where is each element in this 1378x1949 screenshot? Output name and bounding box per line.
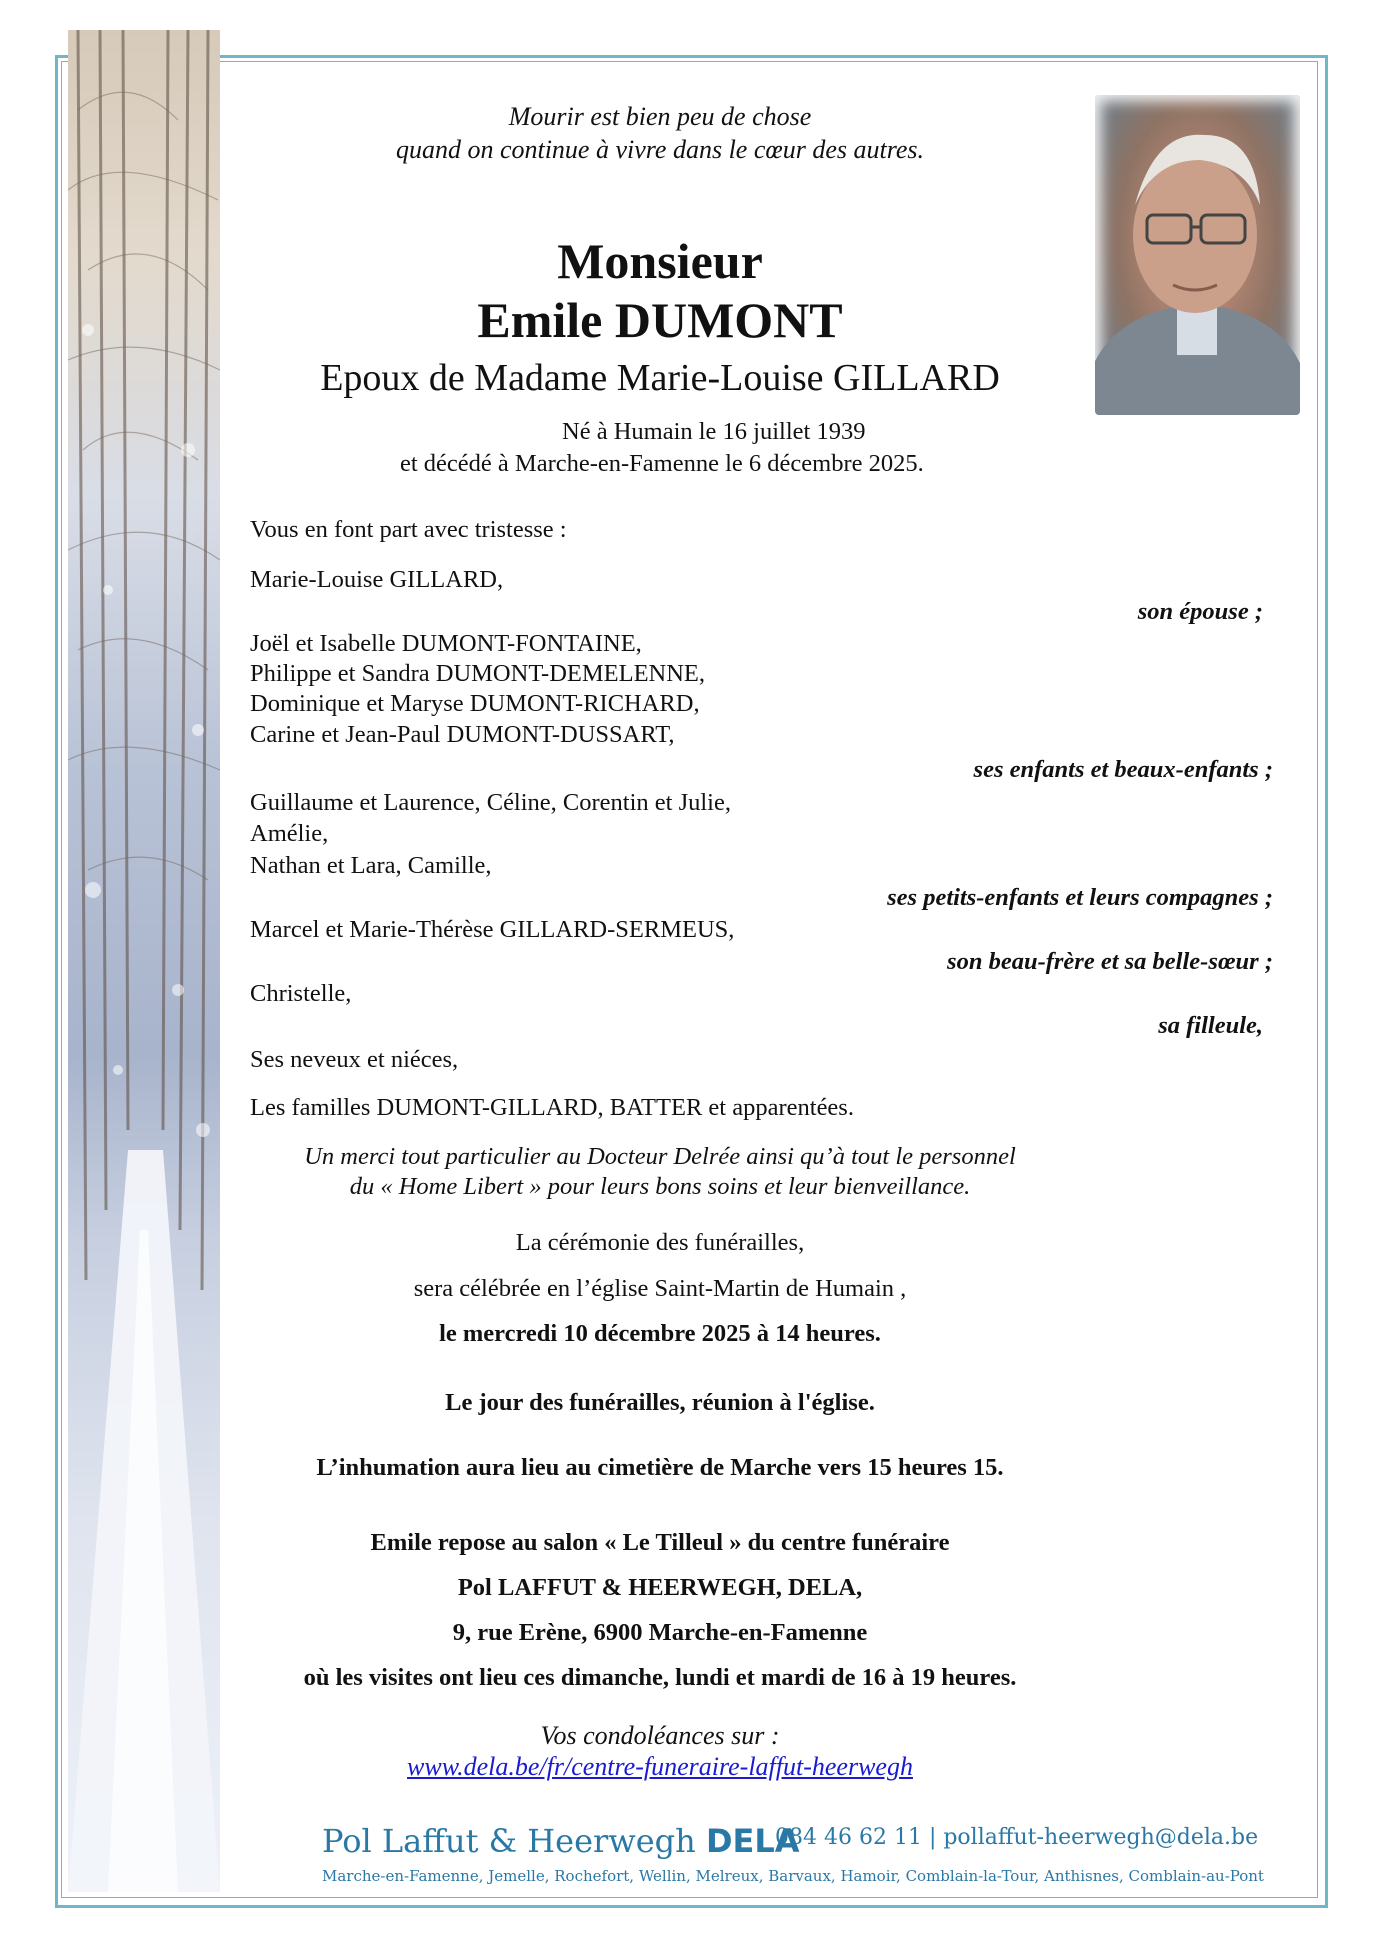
spouse-line: Epoux de Madame Marie-Louise GILLARD (320, 357, 1000, 399)
child-2: Philippe et Sandra DUMONT-DEMELENNE, (250, 660, 706, 687)
quote-line-1: Mourir est bien peu de chose (508, 102, 812, 131)
birth-line: Né à Humain le 16 juillet 1939 (562, 418, 866, 445)
child-3: Dominique et Maryse DUMONT-RICHARD, (250, 690, 700, 717)
ceremony-line-1: La cérémonie des funérailles, (515, 1229, 805, 1256)
grandchildren-role: ses petits-enfants et leurs compagnes ; (887, 884, 1273, 911)
ceremony-date: le mercredi 10 décembre 2025 à 14 heures. (439, 1320, 881, 1347)
condolences-label: Vos condoléances sur : (540, 1721, 780, 1750)
repose-line-3: 9, rue Erène, 6900 Marche-en-Famenne (452, 1619, 868, 1646)
portrait-photo (1095, 95, 1300, 415)
honorific: Monsieur (557, 233, 763, 289)
thanks-line-2: du « Home Libert » pour leurs bons soins et leur bienveillance. (349, 1173, 971, 1200)
deceased-name: Emile DUMONT (477, 292, 843, 348)
child-1: Joël et Isabelle DUMONT-FONTAINE, (250, 630, 642, 657)
spouse-role: son épouse ; (1137, 598, 1263, 625)
goddaughter-role: sa filleule, (1158, 1012, 1263, 1039)
announcement-intro: Vous en font part avec tristesse : (250, 516, 567, 543)
footer-brand-name: Pol Laffut & Heerwegh (322, 1822, 696, 1860)
dela-logo: DELA (705, 1822, 800, 1860)
repose-line-4: où les visites ont lieu ces dimanche, lundi et mardi de 16 à 19 heures. (303, 1664, 1017, 1691)
children-role: ses enfants et beaux-enfants ; (973, 756, 1273, 783)
winter-forest-image (68, 30, 220, 1892)
quote-line-2: quand on continue à vivre dans le cœur des autres. (395, 135, 925, 164)
repose-line-2: Pol LAFFUT & HEERWEGH, DELA, (457, 1574, 863, 1601)
footer-contact: 084 46 62 11 | pollaffut-heerwegh@dela.be (775, 1825, 1259, 1850)
nephews: Ses neveux et niéces, (250, 1046, 459, 1073)
in-laws-role: son beau-frère et sa belle-sœur ; (947, 948, 1273, 975)
ceremony-line-2: sera célébrée en l’église Saint-Martin de Humain , (413, 1275, 907, 1302)
footer-brand (322, 1822, 800, 1860)
meeting-line: Le jour des funérailles, réunion à l'église. (445, 1389, 875, 1416)
in-laws: Marcel et Marie-Thérèse GILLARD-SERMEUS, (250, 916, 735, 943)
grandchildren-3: Nathan et Lara, Camille, (250, 852, 492, 879)
child-4: Carine et Jean-Paul DUMONT-DUSSART, (250, 721, 675, 748)
grandchildren-1: Guillaume et Laurence, Céline, Corentin et Julie, (250, 789, 731, 816)
goddaughter: Christelle, (250, 980, 352, 1007)
thanks-line-1: Un merci tout particulier au Docteur Delrée ainsi qu’à tout le personnel (304, 1143, 1016, 1170)
repose-line-1: Emile repose au salon « Le Tilleul » du centre funéraire (370, 1529, 950, 1556)
condolences-link[interactable]: www.dela.be/fr/centre-funeraire-laffut-heerwegh (407, 1752, 913, 1781)
death-line: et décédé à Marche-en-Famenne le 6 décembre 2025. (400, 450, 924, 477)
spouse-name: Marie-Louise GILLARD, (250, 566, 504, 593)
footer-places: Marche-en-Famenne, Jemelle, Rochefort, Wellin, Melreux, Barvaux, Hamoir, Comblain-la-Tour, Anthisnes, Comblain-au-Pont (322, 1867, 1264, 1885)
families: Les familles DUMONT-GILLARD, BATTER et apparentées. (250, 1094, 854, 1121)
grandchildren-2: Amélie, (250, 820, 329, 847)
burial-line: L’inhumation aura lieu au cimetière de Marche vers 15 heures 15. (316, 1454, 1004, 1481)
